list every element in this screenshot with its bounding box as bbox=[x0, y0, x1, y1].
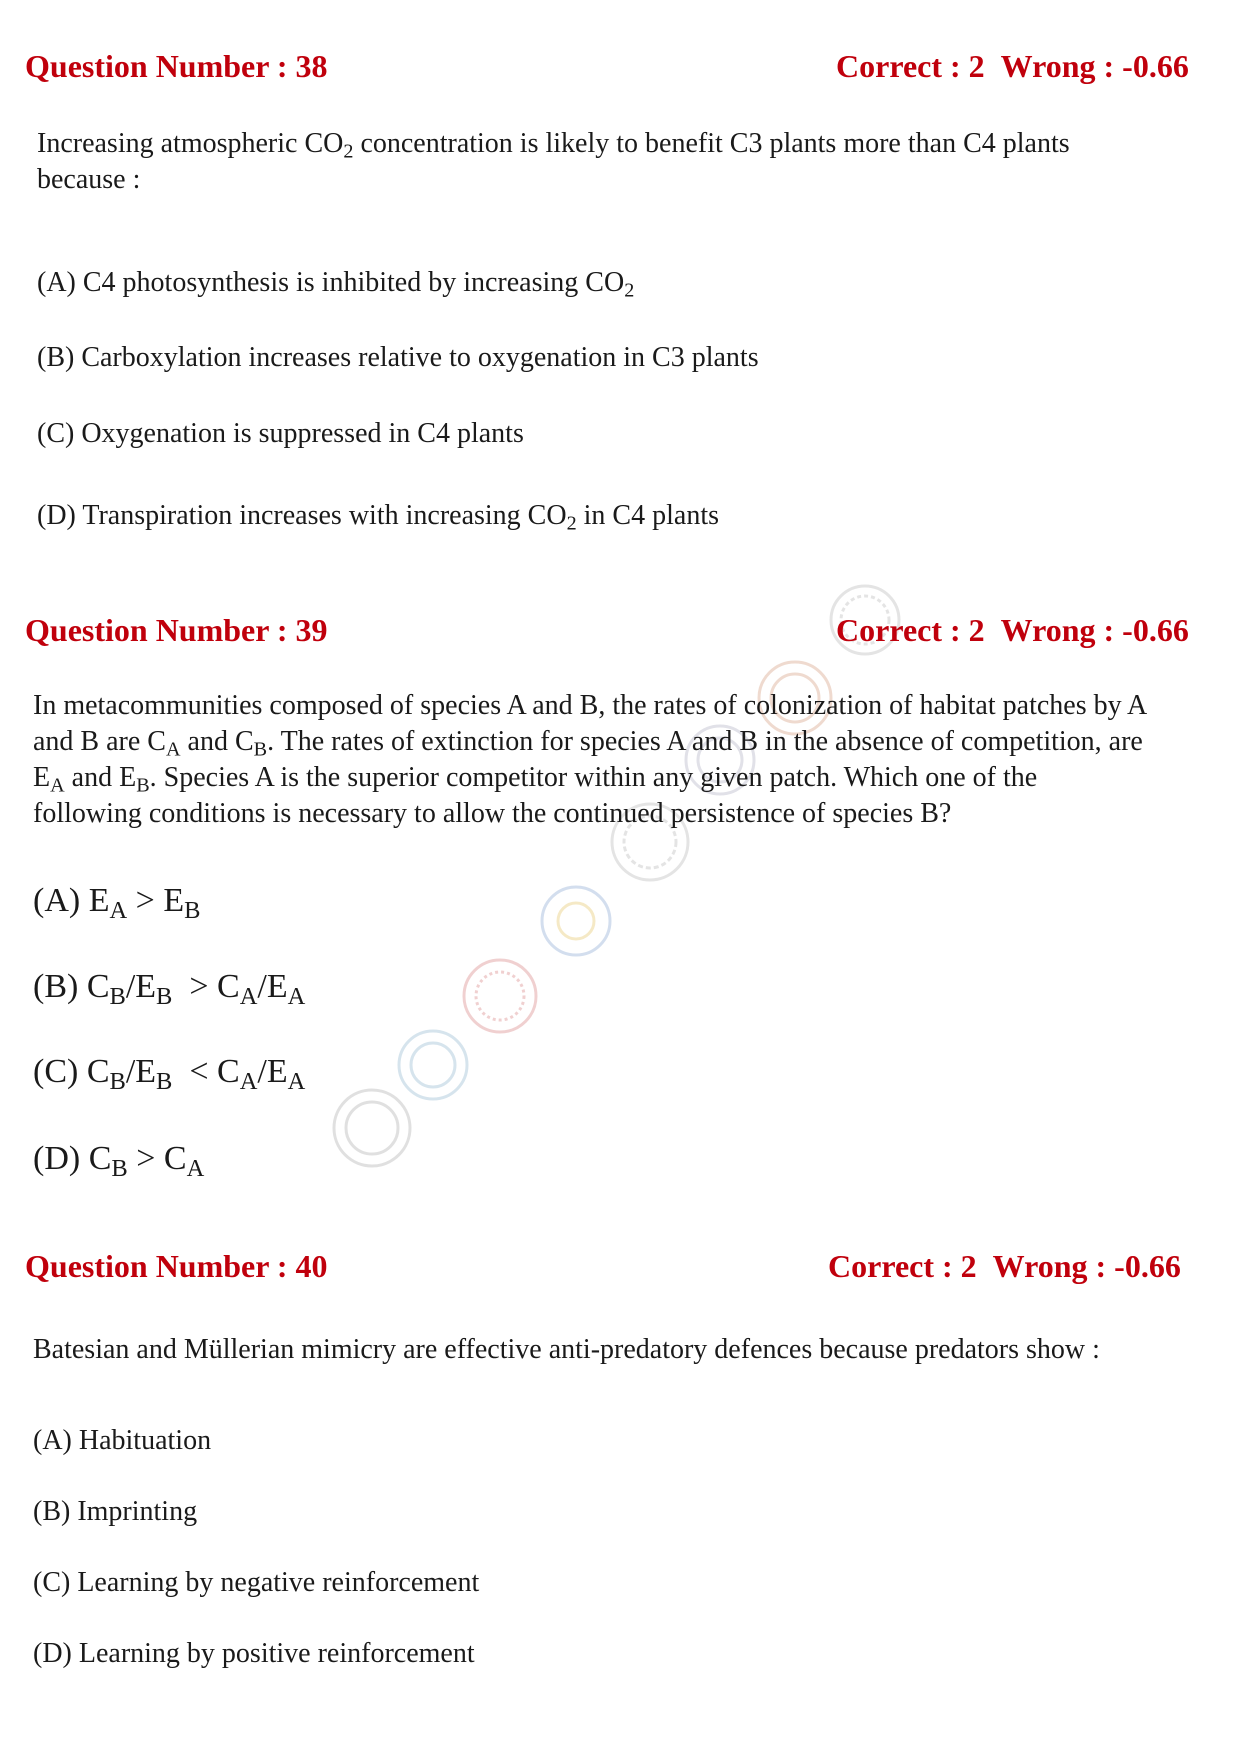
question-38-text: Increasing atmospheric $CO_2$ concentration is likely to benefit C3 plants more than C4 plants because : bbox=[37, 128, 1070, 195]
question-39-text: In metacommunities composed of species A and B, the rates of colonization of habitat patches by A and B are $C_A$ and $C_B$. The rates of extinction for species A and B in the absence of competition, are $E_A$ and $E_B$. Species A is the superior competitor within any given patch. Which one of the following conditions is necessary to allow the continued persistence of species B? bbox=[33, 690, 1148, 829]
question-38-option-c: (C) Oxygenation is suppressed in C4 plants bbox=[37, 418, 524, 449]
correct-marks: Correct : 2 bbox=[836, 612, 985, 648]
wrong-marks: Wrong : -0.66 bbox=[1000, 48, 1189, 84]
question-38-option-a: (A) C4 photosynthesis is inhibited by increasing $CO_2$ bbox=[37, 267, 635, 302]
correct-marks: Correct : 2 bbox=[828, 1248, 977, 1284]
question-40-option-d: (D) Learning by positive reinforcement bbox=[33, 1638, 475, 1669]
question-39-option-a: (A) $E_A > E_B$ bbox=[33, 882, 201, 924]
question-40-option-a: (A) Habituation bbox=[33, 1425, 212, 1456]
question-38-marking bbox=[836, 48, 1189, 85]
question-39-number: Question Number : 39 bbox=[25, 612, 328, 648]
question-38-option-b: (B) Carboxylation increases relative to oxygenation in C3 plants bbox=[37, 342, 759, 373]
seal-5 bbox=[542, 887, 610, 955]
seal-7 bbox=[399, 1031, 467, 1099]
question-39-marking bbox=[836, 612, 1189, 649]
question-39-option-b: (B) $C_B/E_B > C_A/E_A$ bbox=[33, 968, 306, 1010]
question-40-option-b: (B) Imprinting bbox=[33, 1496, 198, 1527]
question-40-marking bbox=[828, 1248, 1181, 1285]
correct-marks: Correct : 2 bbox=[836, 48, 985, 84]
question-39-option-d: (D) $C_B > C_A$ bbox=[33, 1140, 205, 1182]
question-38-number: Question Number : 38 bbox=[25, 48, 328, 84]
wrong-marks: Wrong : -0.66 bbox=[1000, 612, 1189, 648]
question-40-number: Question Number : 40 bbox=[25, 1248, 328, 1284]
question-38-option-d: (D) Transpiration increases with increasing $CO_2$ in C4 plants bbox=[37, 500, 719, 535]
wrong-marks: Wrong : -0.66 bbox=[992, 1248, 1181, 1284]
question-40-text: Batesian and Müllerian mimicry are effective anti-predatory defences because predators show : bbox=[33, 1334, 1100, 1365]
question-39-option-c: (C) $C_B/E_B < C_A/E_A$ bbox=[33, 1053, 306, 1095]
question-40-option-c: (C) Learning by negative reinforcement bbox=[33, 1567, 480, 1598]
